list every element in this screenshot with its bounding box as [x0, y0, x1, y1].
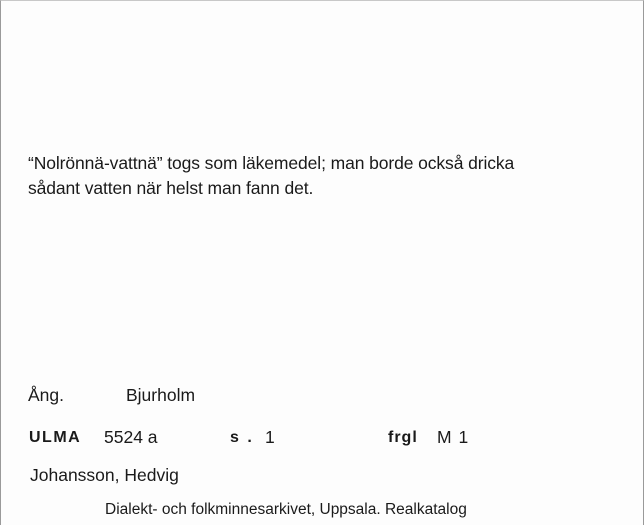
ulma-label: ULMA — [29, 429, 82, 446]
text-line-2: sådant vatten när helst man fann det. — [28, 178, 314, 198]
frgl-value: M 1 — [437, 427, 470, 447]
card-body-text — [28, 151, 628, 201]
archive-footer: Dialekt- och folkminnesarkivet, Uppsala. Realkatalog — [105, 501, 467, 518]
page-value: 1 — [265, 427, 275, 447]
ulma-value: 5524 a — [104, 427, 158, 447]
frgl-label: frgl — [388, 429, 418, 446]
informant-name: Johansson, Hedvig — [30, 465, 179, 485]
page-label: s . — [230, 429, 254, 446]
ang-value: Bjurholm — [126, 385, 196, 405]
ang-label: Ång. — [28, 385, 64, 405]
text-line-1: “Nolrönnä-vattnä” togs som läkemedel; man borde också dricka — [28, 153, 515, 173]
